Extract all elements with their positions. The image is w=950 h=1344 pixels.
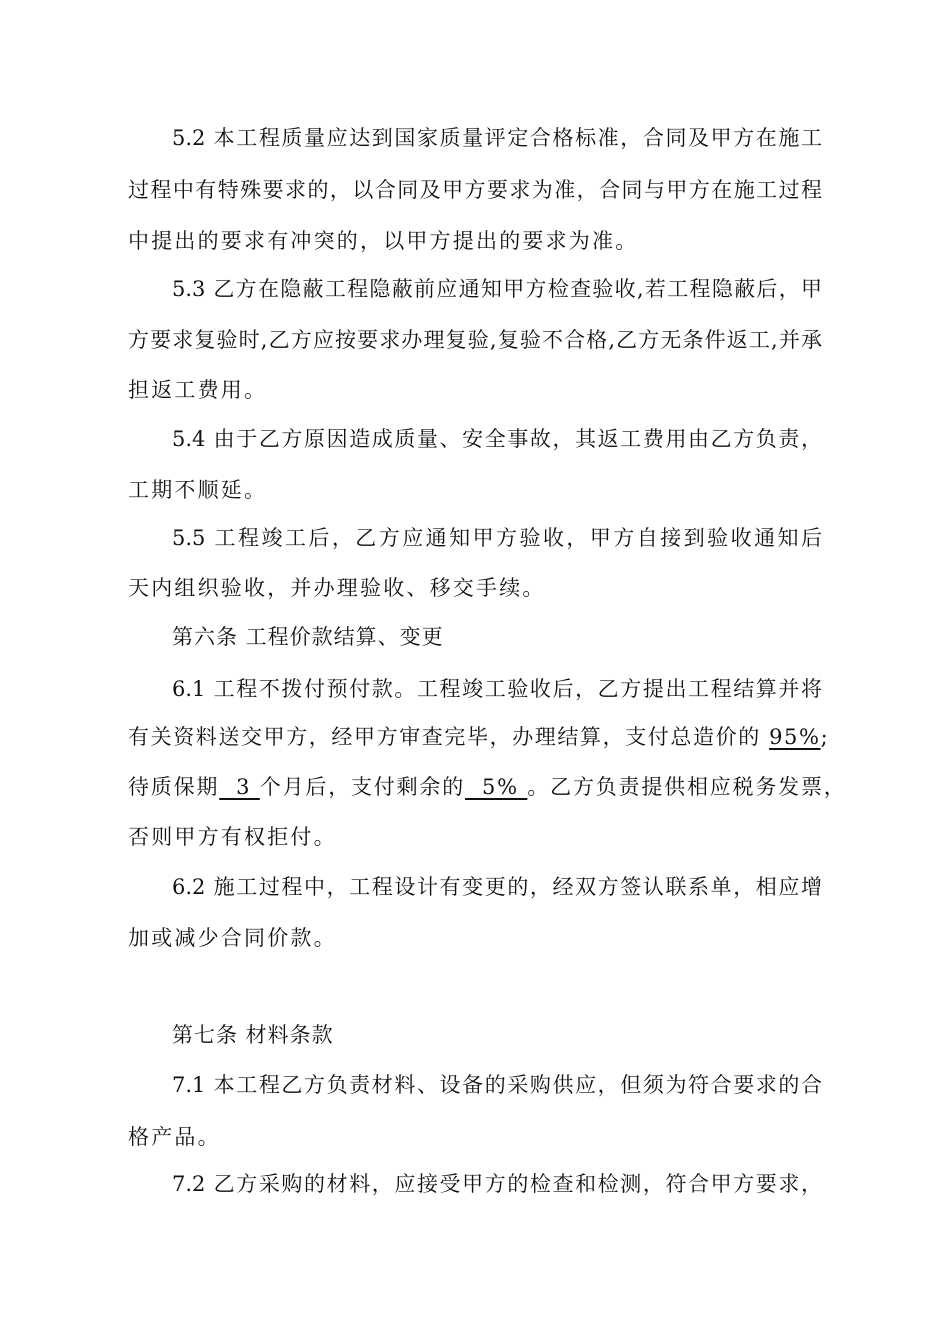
clause-6-1-line-3-text: 待质保期	[128, 775, 220, 799]
article-7-heading: 第七条 材料条款	[172, 1023, 334, 1047]
total-price-percent: 95%	[769, 725, 821, 749]
clause-7-1-line-2: 格产品。	[128, 1125, 221, 1149]
clause-6-1-line-3-mid: 个月后，支付剩余的	[259, 775, 465, 799]
clause-5-2-line-1: 5.2 本工程质量应达到国家质量评定合格标准，合同及甲方在施工	[172, 126, 822, 150]
clause-5-4-line-2: 工期不顺延。	[128, 478, 268, 502]
clause-5-5-line-1: 5.5 工程竣工后，乙方应通知甲方验收，甲方自接到验收通知后	[172, 526, 822, 550]
clause-6-1-line-4: 否则甲方有权拒付。	[128, 825, 337, 849]
clause-6-1-line-2-text: 有关资料送交甲方，经甲方审查完毕，办理结算，支付总造价的	[128, 725, 770, 749]
clause-5-2-line-2: 过程中有特殊要求的，以合同及甲方要求为准，合同与甲方在施工过程	[128, 178, 822, 202]
clause-5-3-line-2: 方要求复验时,乙方应按要求办理复验,复验不合格,乙方无条件返工,并承	[128, 328, 822, 352]
remaining-percent: 5%	[465, 775, 528, 799]
clause-6-1-line-3-end: 。乙方负责提供相应税务发票，	[527, 775, 847, 799]
clause-5-2-line-3: 中提出的要求有冲突的，以甲方提出的要求为准。	[128, 229, 639, 253]
clause-6-1-line-1: 6.1 工程不拨付预付款。工程竣工验收后，乙方提出工程结算并将	[172, 677, 822, 701]
clause-7-1-line-1: 7.1 本工程乙方负责材料、设备的采购供应，但须为符合要求的合	[172, 1073, 822, 1097]
article-6-heading: 第六条 工程价款结算、变更	[172, 625, 444, 649]
clause-5-3-line-1: 5.3 乙方在隐蔽工程隐蔽前应通知甲方检查验收,若工程隐蔽后，甲	[172, 277, 822, 301]
clause-5-5-line-2: 天内组织验收，并办理验收、移交手续。	[128, 576, 546, 600]
clause-6-2-line-2: 加或减少合同价款。	[128, 926, 337, 950]
clause-6-1-line-2-end: ;	[820, 725, 830, 749]
clause-6-2-line-1: 6.2 施工过程中，工程设计有变更的，经双方签认联系单，相应增	[172, 875, 822, 899]
clause-5-3-line-3: 担返工费用。	[128, 378, 268, 402]
clause-6-1-line-3	[128, 773, 847, 801]
clause-6-1-line-2	[128, 723, 830, 751]
clause-7-2-line-1: 7.2 乙方采购的材料，应接受甲方的检查和检测，符合甲方要求，	[172, 1172, 822, 1196]
clause-5-4-line-1: 5.4 由于乙方原因造成质量、安全事故，其返工费用由乙方负责，	[172, 427, 822, 451]
warranty-months: 3	[219, 775, 260, 799]
